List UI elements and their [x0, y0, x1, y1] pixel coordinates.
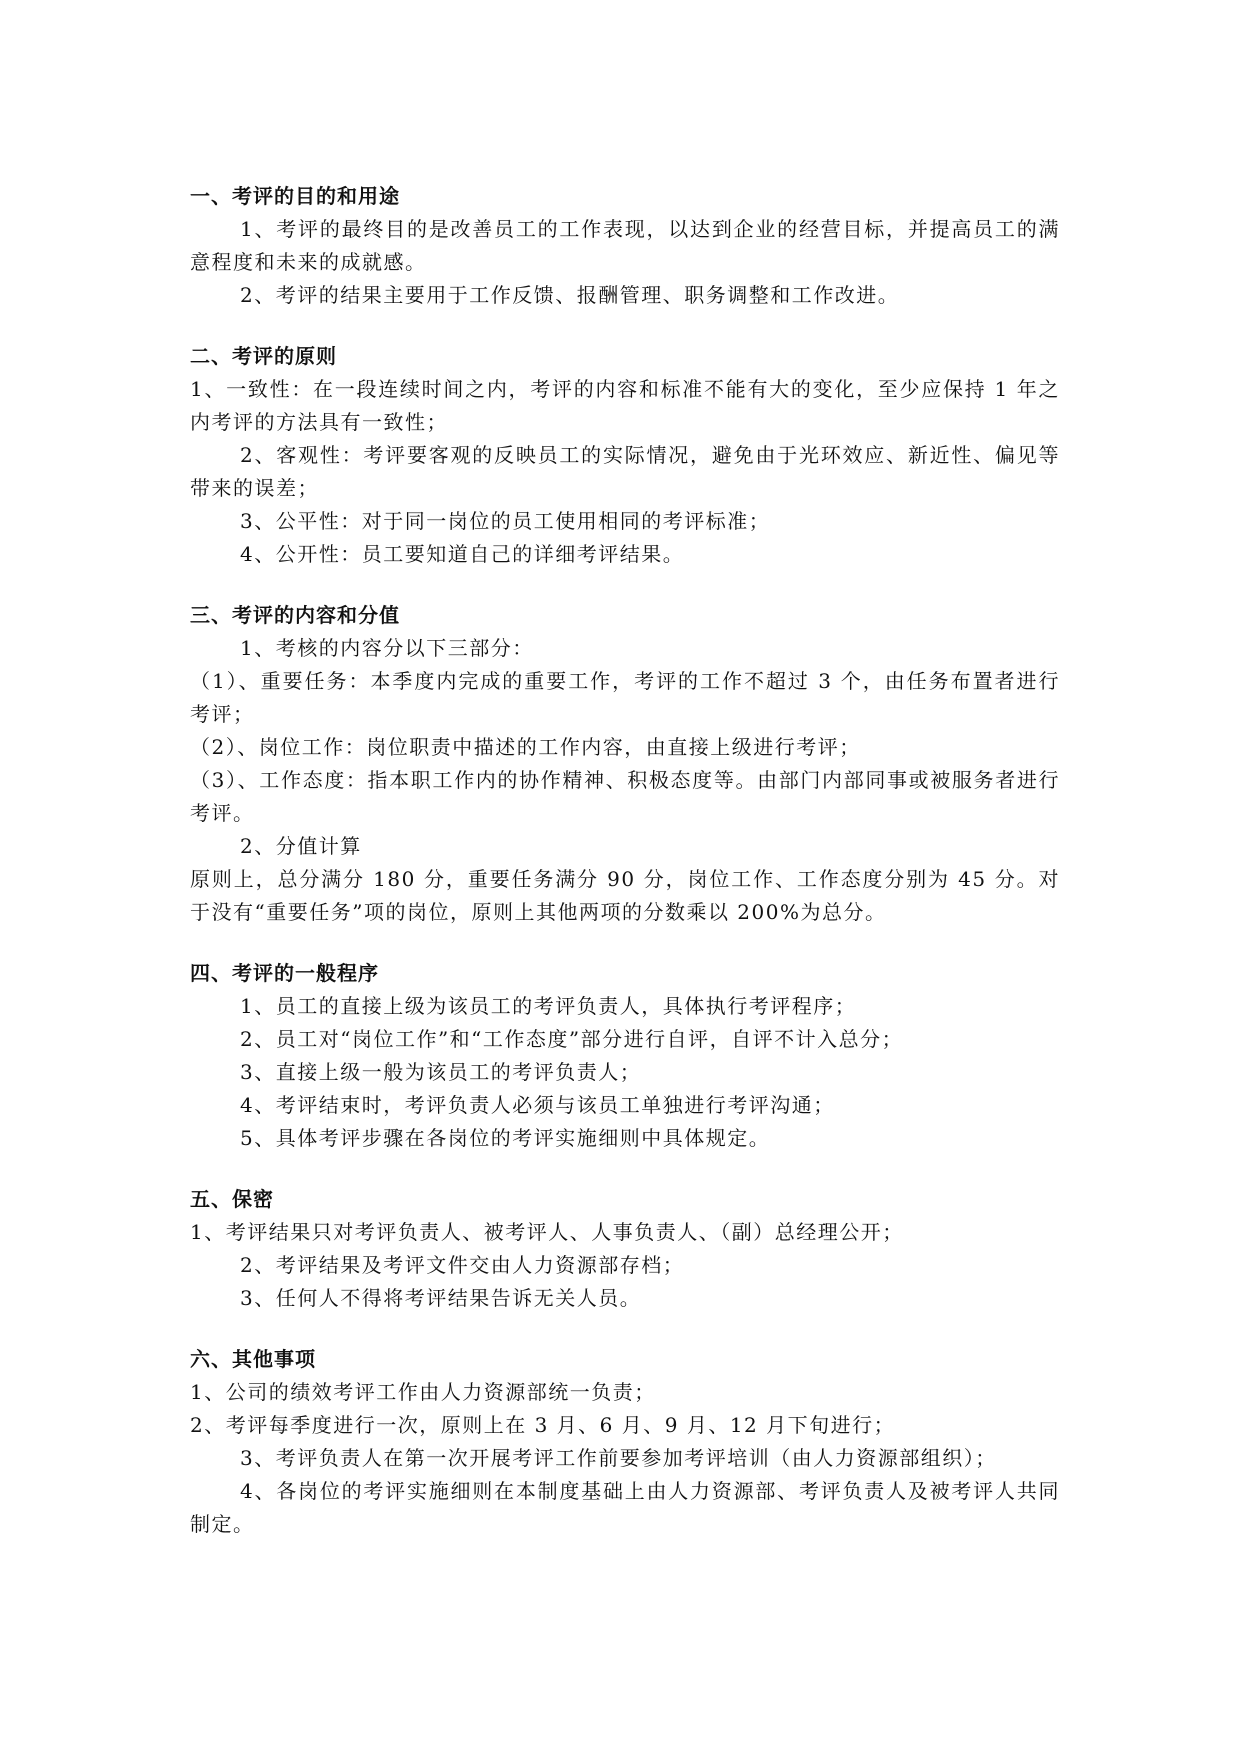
section-heading: 四、考评的一般程序 — [190, 961, 379, 985]
paragraph: 2、考评每季度进行一次，原则上在 3 月、6 月、9 月、12 月下旬进行； — [190, 1413, 896, 1437]
section-heading: 一、考评的目的和用途 — [190, 184, 400, 208]
paragraph: 2、客观性：考评要客观的反映员工的实际情况，避免由于光环效应、新近性、偏见等带来的误差； — [190, 443, 1060, 500]
paragraph: 1、考评结果只对考评负责人、被考评人、人事负责人、（副）总经理公开； — [190, 1220, 904, 1244]
paragraph: 2、考评的结果主要用于工作反馈、报酬管理、职务调整和工作改进。 — [240, 283, 900, 307]
section-heading: 二、考评的原则 — [190, 344, 337, 368]
paragraph: 4、考评结束时，考评负责人必须与该员工单独进行考评沟通； — [240, 1093, 835, 1117]
paragraph: 2、考评结果及考评文件交由人力资源部存档； — [240, 1253, 685, 1277]
section-heading: 六、其他事项 — [190, 1347, 316, 1371]
paragraph: 3、公平性：对于同一岗位的员工使用相同的考评标准； — [240, 509, 771, 533]
paragraph: （1）、重要任务：本季度内完成的重要工作，考评的工作不超过 3 个，由任务布置者进行考评； — [190, 669, 1060, 726]
paragraph: 4、公开性：员工要知道自己的详细考评结果。 — [240, 542, 685, 566]
paragraph: （2）、岗位工作：岗位职责中描述的工作内容，由直接上级进行考评； — [190, 735, 861, 759]
document-body — [190, 180, 1060, 1569]
paragraph: 5、具体考评步骤在各岗位的考评实施细则中具体规定。 — [240, 1126, 771, 1150]
section-heading: 三、考评的内容和分值 — [190, 603, 400, 627]
paragraph: 3、任何人不得将考评结果告诉无关人员。 — [240, 1286, 642, 1310]
section-procedure — [190, 957, 1060, 1155]
paragraph: 4、各岗位的考评实施细则在本制度基础上由人力资源部、考评负责人及被考评人共同制定。 — [190, 1479, 1060, 1536]
section-principles — [190, 340, 1060, 571]
section-heading: 五、保密 — [190, 1187, 274, 1211]
paragraph: 2、分值计算 — [240, 834, 362, 858]
paragraph: （3）、工作态度：指本职工作内的协作精神、积极态度等。由部门内部同事或被服务者进行考评。 — [190, 768, 1060, 825]
paragraph: 1、员工的直接上级为该员工的考评负责人，具体执行考评程序； — [240, 994, 857, 1018]
paragraph: 3、直接上级一般为该员工的考评负责人； — [240, 1060, 642, 1084]
paragraph: 1、公司的绩效考评工作由人力资源部统一负责； — [190, 1380, 656, 1404]
paragraph: 2、员工对“岗位工作”和“工作态度”部分进行自评，自评不计入总分； — [240, 1027, 904, 1051]
section-confidentiality — [190, 1183, 1060, 1315]
section-other-matters — [190, 1343, 1060, 1541]
paragraph: 1、一致性：在一段连续时间之内，考评的内容和标准不能有大的变化，至少应保持 1 年之内考评的方法具有一致性； — [190, 377, 1060, 434]
section-purpose — [190, 180, 1060, 312]
paragraph: 3、考评负责人在第一次开展考评工作前要参加考评培训（由人力资源部组织）； — [240, 1446, 997, 1470]
paragraph: 原则上，总分满分 180 分，重要任务满分 90 分，岗位工作、工作态度分别为 45 分。对于没有“重要任务”项的岗位，原则上其他两项的分数乘以 200%为总分。 — [190, 867, 1060, 924]
paragraph: 1、考核的内容分以下三部分： — [240, 636, 534, 660]
paragraph: 1、考评的最终目的是改善员工的工作表现，以达到企业的经营目标，并提高员工的满意程度和未来的成就感。 — [190, 217, 1060, 274]
section-content-and-scores — [190, 599, 1060, 929]
